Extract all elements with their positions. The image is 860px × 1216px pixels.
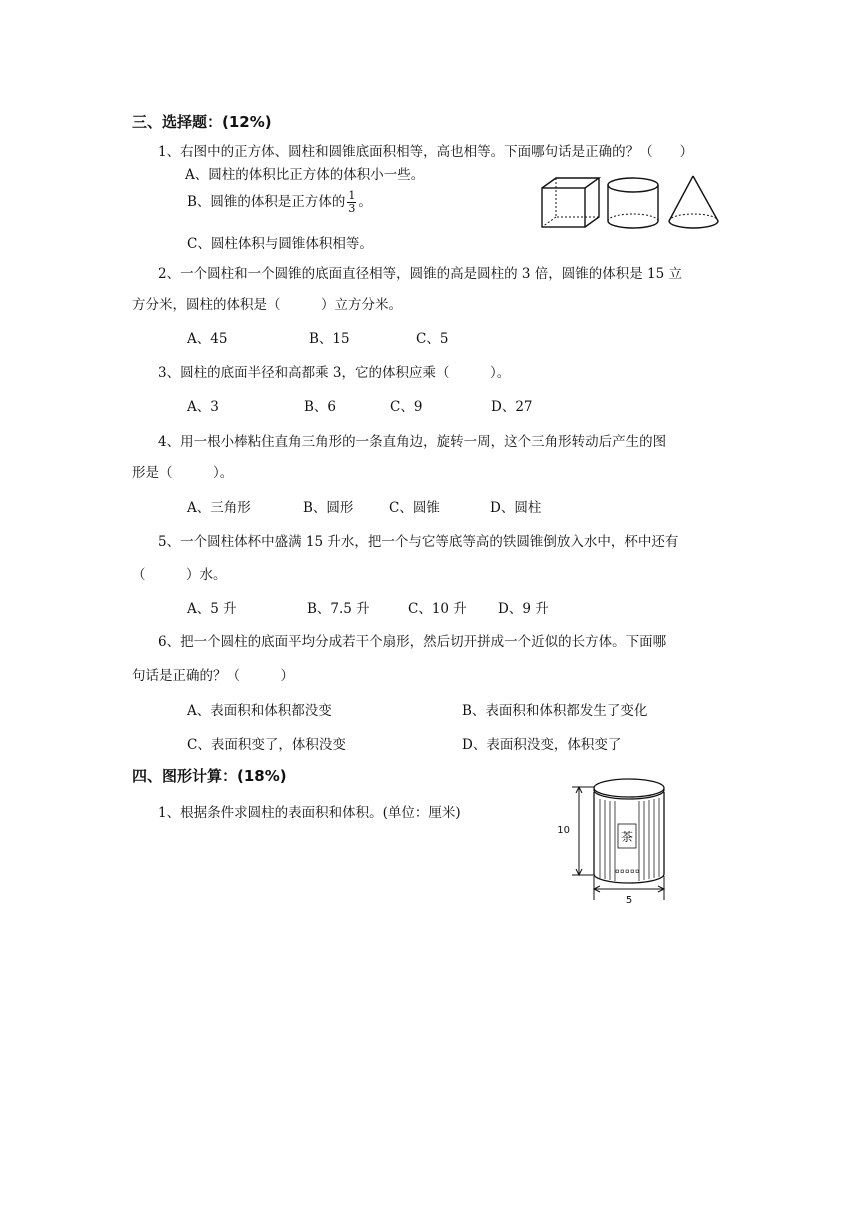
cube-figure <box>542 178 599 227</box>
fraction-one-third <box>347 190 356 215</box>
q3-stem: 3、圆柱的底面半径和高都乘 3，它的体积应乘（ ）。 <box>158 365 511 381</box>
diameter-label: 5 <box>625 895 633 906</box>
tea-can-dots <box>616 870 639 873</box>
q6-option-c: C、表面积变了，体积没变 <box>187 737 346 753</box>
q1-option-a: A、圆柱的体积比正方体的体积小一些。 <box>185 167 425 183</box>
solids-figure <box>536 172 736 232</box>
q2-option-a: A、45 <box>187 331 228 347</box>
q3-option-b: B、6 <box>304 399 337 415</box>
q6-option-b: B、表面积和体积都发生了变化 <box>462 703 648 719</box>
section-title-calculation: 四、图形计算：(18%) <box>132 767 287 785</box>
q5-option-c: C、10 升 <box>408 601 467 617</box>
q1-option-c: C、圆柱体积与圆锥体积相等。 <box>187 236 373 252</box>
cone-figure <box>669 176 718 228</box>
q6-stem-line2: 句话是正确的？（ ） <box>132 668 294 684</box>
q1-stem: 1、右图中的正方体、圆柱和圆锥底面积相等，高也相等。下面哪句话是正确的？（ ） <box>158 144 694 160</box>
section-title-choice: 三、选择题：(12%) <box>132 113 272 131</box>
q6-stem-line1: 6、把一个圆柱的底面平均分成若干个扇形，然后切开拼成一个近似的长方体。下面哪 <box>158 634 667 650</box>
height-label: 10 <box>557 825 570 836</box>
q2-stem-line1: 2、一个圆柱和一个圆锥的底面直径相等，圆锥的高是圆柱的 3 倍，圆锥的体积是 15 立 <box>158 266 683 282</box>
height-dimension <box>572 787 594 875</box>
q5-option-a: A、5 升 <box>187 601 237 617</box>
q4-stem-line2: 形是（ ）。 <box>132 465 234 481</box>
q1-option-b-text: B、圆锥的体积是正方体的 <box>187 194 346 210</box>
q3-option-c: C、9 <box>390 399 423 415</box>
q6-option-d: D、表面积没变，体积变了 <box>462 737 622 753</box>
q3-option-a: A、3 <box>187 399 219 415</box>
tea-can-figure <box>556 772 676 906</box>
fraction-denominator: 3 <box>348 202 356 215</box>
q2-stem-line2: 方分米，圆柱的体积是（ ）立方分米。 <box>132 297 402 313</box>
s4-q1-stem: 1、根据条件求圆柱的表面积和体积。(单位：厘米) <box>158 805 461 821</box>
q4-option-c: C、圆锥 <box>389 500 440 516</box>
q1-option-b <box>187 190 372 215</box>
q2-option-c: C、5 <box>416 331 449 347</box>
cylinder-figure <box>608 178 658 228</box>
q4-stem-line1: 4、用一根小棒粘住直角三角形的一条直角边，旋转一周，这个三角形转动后产生的图 <box>158 434 667 450</box>
q5-stem-line2: （ ）水。 <box>132 567 227 583</box>
q4-option-d: D、圆柱 <box>490 500 542 516</box>
q5-option-d: D、9 升 <box>498 601 549 617</box>
q3-option-d: D、27 <box>491 399 533 415</box>
q4-option-b: B、圆形 <box>303 500 354 516</box>
fraction-numerator: 1 <box>348 189 356 202</box>
tea-can-label-text: 茶 <box>620 830 634 844</box>
q5-option-b: B、7.5 升 <box>307 601 370 617</box>
q1-option-b-end: 。 <box>358 194 372 210</box>
q2-option-b: B、15 <box>309 331 350 347</box>
q4-option-a: A、三角形 <box>187 500 251 516</box>
q6-option-a: A、表面积和体积都没变 <box>187 703 332 719</box>
q5-stem-line1: 5、一个圆柱体杯中盛满 15 升水，把一个与它等底等高的铁圆锥倒放入水中，杯中还有 <box>158 534 679 550</box>
